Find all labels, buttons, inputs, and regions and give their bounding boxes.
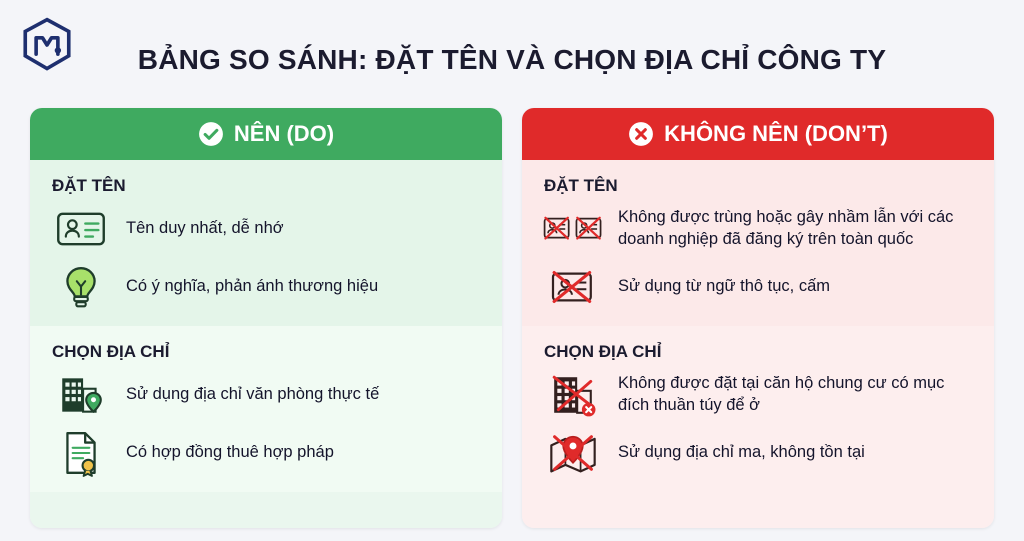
list-item-label: Có ý nghĩa, phản ánh thương hiệu	[126, 277, 379, 296]
comparison-table	[30, 108, 994, 528]
column-dont-title: KHÔNG NÊN (DON’T)	[664, 121, 888, 146]
dont-section-naming-title: ĐẶT TÊN	[544, 176, 618, 195]
column-do-title: NÊN (DO)	[233, 121, 335, 146]
list-item	[50, 264, 482, 310]
list-item-label: Sử dụng địa chỉ ma, không tồn tại	[618, 443, 865, 462]
column-do	[30, 108, 502, 528]
do-section-address	[30, 326, 502, 492]
column-dont	[522, 108, 994, 528]
list-item-label: Không được trùng hoặc gây nhầm lẫn với các doanh nghiệp đã đăng ký trên toàn quốc	[618, 208, 954, 248]
lightbulb-icon	[50, 264, 112, 310]
list-item	[542, 206, 974, 252]
contract-document-icon	[50, 430, 112, 476]
dont-section-naming	[522, 160, 994, 326]
apartment-crossed-icon	[542, 372, 604, 418]
map-pin-crossed-icon	[542, 430, 604, 476]
do-section-naming-title: ĐẶT TÊN	[52, 176, 126, 195]
list-item	[542, 264, 974, 310]
check-circle-icon	[198, 121, 224, 147]
dont-section-address-title: CHỌN ĐỊA CHỈ	[544, 342, 662, 361]
cross-circle-icon	[628, 121, 654, 147]
list-item-label: Sử dụng địa chỉ văn phòng thực tế	[126, 385, 380, 404]
list-item	[50, 430, 482, 476]
dont-section-address	[522, 326, 994, 492]
column-do-header	[30, 108, 502, 160]
column-do-body	[30, 160, 502, 528]
list-item	[50, 206, 482, 252]
list-item-label: Sử dụng từ ngữ thô tục, cấm	[618, 277, 830, 296]
list-item	[542, 430, 974, 476]
column-dont-body	[522, 160, 994, 528]
do-section-address-title: CHỌN ĐỊA CHỈ	[52, 342, 170, 361]
list-item	[50, 372, 482, 418]
list-item	[542, 372, 974, 418]
column-dont-header	[522, 108, 994, 160]
list-item-label: Có hợp đồng thuê hợp pháp	[126, 443, 334, 462]
list-item-label: Tên duy nhất, dễ nhớ	[126, 219, 284, 238]
duplicate-id-cards-crossed-icon	[542, 206, 604, 252]
list-item-label: Không được đặt tại căn hộ chung cư có mục đích thuần túy để ở	[618, 374, 945, 414]
id-card-crossed-icon	[542, 264, 604, 310]
page-title: BẢNG SO SÁNH: ĐẶT TÊN VÀ CHỌN ĐỊA CHỈ CÔNG TY	[137, 44, 887, 75]
id-card-icon	[50, 206, 112, 252]
office-building-pin-icon	[50, 372, 112, 418]
do-section-naming	[30, 160, 502, 326]
